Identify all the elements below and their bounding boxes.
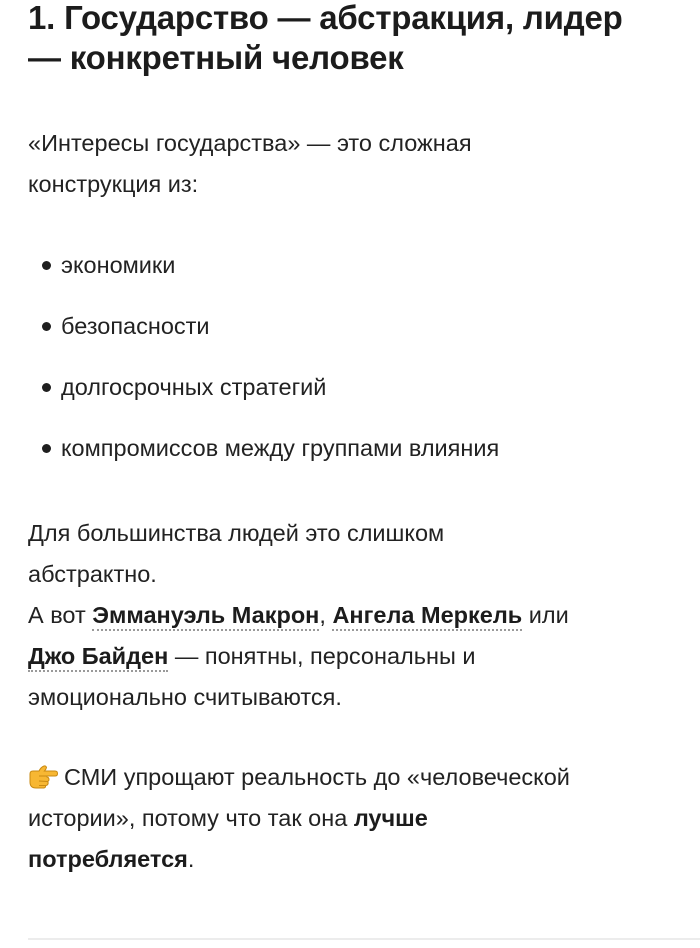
list-item xyxy=(28,428,499,489)
bullet-list xyxy=(28,245,499,489)
abstract-line-5: эмоционально считываются. xyxy=(28,684,342,710)
person-link-merkel[interactable]: Ангела Меркель xyxy=(332,602,522,631)
bullet-icon xyxy=(42,261,51,270)
media-line-2: истории», потому что так она xyxy=(28,805,354,831)
list-item-text: компромиссов между группами влияния xyxy=(61,435,500,461)
person-link-macron[interactable]: Эммануэль Макрон xyxy=(92,602,319,631)
intro-line-1: «Интересы государства» — это сложная xyxy=(28,130,472,156)
list-item xyxy=(28,306,499,367)
abstract-paragraph xyxy=(28,513,688,718)
bullet-icon xyxy=(42,444,51,453)
section-divider xyxy=(28,938,700,940)
abstract-prefix: А вот xyxy=(28,602,93,628)
list-item xyxy=(28,245,499,306)
heading-line-1: 1. Государство — абстракция, лидер xyxy=(28,0,623,36)
emphasis-consumed: потребляется xyxy=(28,846,188,872)
section-heading xyxy=(28,0,688,78)
abstract-suffix: — понятны, персональны и xyxy=(168,643,476,669)
bullet-icon xyxy=(42,383,51,392)
list-item-text: безопасности xyxy=(61,313,210,339)
bullet-icon xyxy=(42,322,51,331)
list-item-text: экономики xyxy=(61,252,176,278)
intro-line-2: конструкция из: xyxy=(28,171,199,197)
media-end: . xyxy=(187,846,195,872)
abstract-line-1: Для большинства людей это слишком xyxy=(28,520,445,546)
heading-line-2: — конкретный человек xyxy=(28,39,404,76)
emphasis-better: лучше xyxy=(353,805,428,831)
abstract-separator: , xyxy=(319,602,333,628)
abstract-separator: или xyxy=(522,602,569,628)
abstract-line-2: абстрактно. xyxy=(28,561,157,587)
media-paragraph xyxy=(28,757,688,880)
person-link-biden[interactable]: Джо Байден xyxy=(28,643,168,672)
list-item-text: долгосрочных стратегий xyxy=(61,374,327,400)
intro-paragraph xyxy=(28,123,688,205)
media-line-1: СМИ упрощают реальность до «человеческой xyxy=(64,764,570,790)
list-item xyxy=(28,367,499,428)
pointing-hand-icon xyxy=(28,761,58,787)
